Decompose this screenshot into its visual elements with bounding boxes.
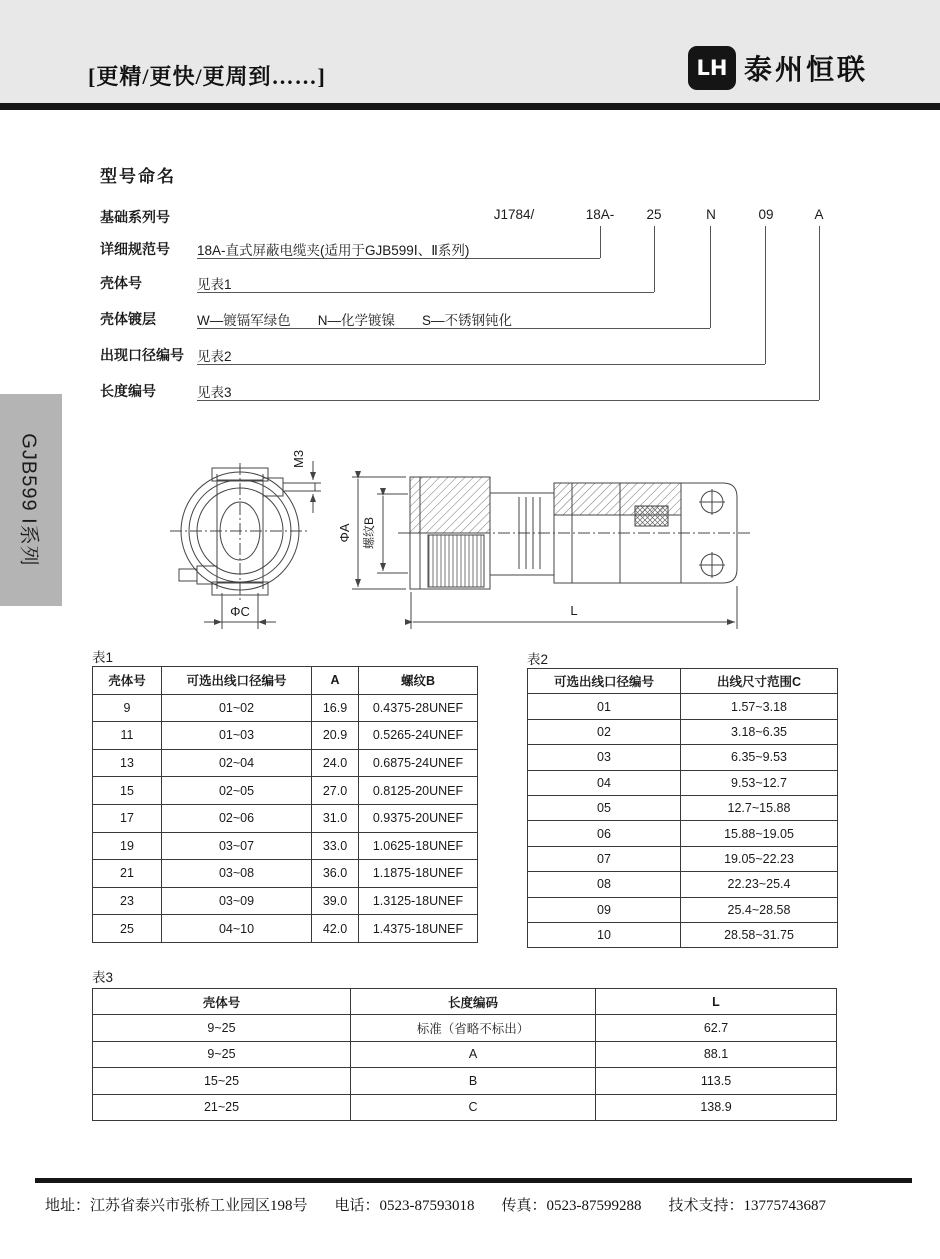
table-cell: 15.88~19.05 <box>681 821 838 846</box>
table-row <box>528 745 838 770</box>
table-cell: 04 <box>528 770 681 795</box>
connector-line <box>197 364 765 365</box>
connector-line <box>197 400 819 401</box>
table-row <box>528 922 838 947</box>
table-header-row <box>93 667 478 695</box>
naming-row-value: 见表2 <box>197 349 232 364</box>
table-cell: 15 <box>93 777 162 805</box>
table-cell: 9.53~12.7 <box>681 770 838 795</box>
table-cell: 03~09 <box>162 887 312 915</box>
naming-row-value: 见表3 <box>197 385 232 400</box>
connector-line <box>600 226 601 258</box>
table-cell: 1.57~3.18 <box>681 694 838 719</box>
table-cell: 6.35~9.53 <box>681 745 838 770</box>
table1-caption: 表1 <box>92 650 114 665</box>
table-cell: 02~04 <box>162 749 312 777</box>
table-cell: 0.4375-28UNEF <box>359 694 478 722</box>
connector-line <box>819 226 820 400</box>
dim-label-length: L <box>570 603 578 618</box>
naming-code: 09 <box>758 207 774 222</box>
table-row <box>93 1015 837 1041</box>
table-row <box>93 1041 837 1067</box>
table-cell: 16.9 <box>312 694 359 722</box>
series-label: GJB599 I系列 <box>17 433 40 567</box>
table-cell: 20.9 <box>312 722 359 750</box>
table-row <box>93 832 478 860</box>
table-row <box>93 804 478 832</box>
table-row <box>93 860 478 888</box>
connector-line <box>654 226 655 292</box>
table-cell: 42.0 <box>312 915 359 943</box>
table-row <box>528 694 838 719</box>
brand-name: 泰州恒联 <box>744 54 869 85</box>
table-cell: 28.58~31.75 <box>681 922 838 947</box>
table-cell: 02~05 <box>162 777 312 805</box>
table-cell: 19.05~22.23 <box>681 846 838 871</box>
table-cell: 9~25 <box>93 1041 351 1067</box>
table-cell: 62.7 <box>596 1015 837 1041</box>
table-cell: 03~08 <box>162 860 312 888</box>
table2-outlet-ranges <box>527 668 838 948</box>
table-cell: 0.9375-20UNEF <box>359 804 478 832</box>
column-header: 螺纹B <box>359 667 478 695</box>
table-row <box>93 722 478 750</box>
naming-row-label: 基础系列号 <box>100 209 170 225</box>
table-cell: 13 <box>93 749 162 777</box>
table-row <box>93 1068 837 1094</box>
column-header: 壳体号 <box>93 989 351 1015</box>
table-header-row <box>93 989 837 1015</box>
table-cell: 12.7~15.88 <box>681 795 838 820</box>
footer <box>45 1194 925 1215</box>
dim-label-phi-a: ΦA <box>337 523 352 543</box>
table-cell: 06 <box>528 821 681 846</box>
table-cell: 0.8125-20UNEF <box>359 777 478 805</box>
naming-row-label: 长度编号 <box>100 383 156 399</box>
table-cell: 138.9 <box>596 1094 837 1120</box>
naming-row-label: 详细规范号 <box>100 241 170 257</box>
footer-divider-bar <box>35 1178 912 1183</box>
table-cell: 21~25 <box>93 1094 351 1120</box>
table-row <box>528 897 838 922</box>
table-cell: 1.1875-18UNEF <box>359 860 478 888</box>
table-cell: 02~06 <box>162 804 312 832</box>
column-header: 可选出线口径编号 <box>162 667 312 695</box>
lh-logo-icon <box>688 46 736 90</box>
footer-phone: 电话：0523-87593018 <box>334 1198 475 1214</box>
company-slogan: [更精/更快/更周到……] <box>88 64 326 89</box>
table-row <box>93 694 478 722</box>
table-row <box>528 795 838 820</box>
table-cell: 09 <box>528 897 681 922</box>
column-header: 出线尺寸范围C <box>681 669 838 694</box>
column-header: 壳体号 <box>93 667 162 695</box>
table-cell: C <box>351 1094 596 1120</box>
table3-caption: 表3 <box>92 970 114 985</box>
series-tab <box>0 394 62 606</box>
footer-fax: 传真：0523-87599288 <box>501 1198 642 1214</box>
table-row <box>93 887 478 915</box>
naming-code: 25 <box>646 207 662 222</box>
table-cell: 标准（省略不标出） <box>351 1015 596 1041</box>
page-title: 型号命名 <box>100 167 176 186</box>
naming-row-label: 壳体号 <box>100 275 142 291</box>
table-cell: 3.18~6.35 <box>681 719 838 744</box>
table-cell: 11 <box>93 722 162 750</box>
table-row <box>528 770 838 795</box>
connector-line <box>197 292 654 293</box>
table-cell: 08 <box>528 872 681 897</box>
table-cell: 0.6875-24UNEF <box>359 749 478 777</box>
table-cell: A <box>351 1041 596 1067</box>
table-row <box>528 872 838 897</box>
technical-drawing <box>150 445 770 635</box>
table-cell: 25 <box>93 915 162 943</box>
logo-mark-text: LH <box>696 56 728 80</box>
naming-row-label: 出现口径编号 <box>100 347 184 363</box>
table-row <box>93 915 478 943</box>
table-cell: 10 <box>528 922 681 947</box>
table-row <box>528 846 838 871</box>
table-cell: 19 <box>93 832 162 860</box>
header-band <box>0 0 940 103</box>
table-cell: 15~25 <box>93 1068 351 1094</box>
naming-row-value: W—镀镉军绿色 N—化学镀镍 S—不锈钢钝化 <box>197 313 512 328</box>
footer-address: 地址：江苏省泰兴市张桥工业园区198号 <box>45 1198 308 1214</box>
table-cell: 24.0 <box>312 749 359 777</box>
column-header: 可选出线口径编号 <box>528 669 681 694</box>
table-cell: 1.0625-18UNEF <box>359 832 478 860</box>
table-cell: 01 <box>528 694 681 719</box>
table-row <box>93 777 478 805</box>
table-cell: 31.0 <box>312 804 359 832</box>
dim-label-m3: M3 <box>291 449 306 468</box>
company-logo <box>688 46 868 90</box>
table1-shell-sizes <box>92 666 478 943</box>
table-cell: 88.1 <box>596 1041 837 1067</box>
table3-length-codes <box>92 988 837 1121</box>
table-cell: 02 <box>528 719 681 744</box>
dim-label-phi-c: ΦC <box>230 604 250 619</box>
naming-code: A <box>814 207 824 222</box>
naming-row-value: 见表1 <box>197 277 232 292</box>
table-cell: 113.5 <box>596 1068 837 1094</box>
column-header: A <box>312 667 359 695</box>
connector-line <box>765 226 766 364</box>
connector-line <box>197 258 600 259</box>
table-cell: 03~07 <box>162 832 312 860</box>
table-cell: 23 <box>93 887 162 915</box>
table-row <box>93 1094 837 1120</box>
connector-line <box>197 328 710 329</box>
table-cell: 01~02 <box>162 694 312 722</box>
column-header: L <box>596 989 837 1015</box>
footer-support: 技术支持：13775743687 <box>668 1198 827 1214</box>
table-cell: 36.0 <box>312 860 359 888</box>
table-cell: 39.0 <box>312 887 359 915</box>
table-row <box>93 749 478 777</box>
table-cell: 22.23~25.4 <box>681 872 838 897</box>
table-cell: 33.0 <box>312 832 359 860</box>
table-cell: 9~25 <box>93 1015 351 1041</box>
connector-line <box>710 226 711 328</box>
table-row <box>528 821 838 846</box>
table-cell: 17 <box>93 804 162 832</box>
table2-caption: 表2 <box>527 652 549 667</box>
side-view <box>352 477 752 629</box>
column-header: 长度编码 <box>351 989 596 1015</box>
table-cell: 9 <box>93 694 162 722</box>
naming-code: N <box>706 207 716 222</box>
table-cell: 1.4375-18UNEF <box>359 915 478 943</box>
table-header-row <box>528 669 838 694</box>
table-cell: 07 <box>528 846 681 871</box>
header-divider-bar <box>0 103 940 110</box>
naming-row-label: 壳体镀层 <box>100 311 156 327</box>
table-cell: 1.3125-18UNEF <box>359 887 478 915</box>
table-cell: 01~03 <box>162 722 312 750</box>
table-cell: 0.5265-24UNEF <box>359 722 478 750</box>
drawing-labels <box>230 450 578 619</box>
table-row <box>528 719 838 744</box>
dim-label-thread-b: 螺纹B <box>362 516 376 550</box>
table-cell: 21 <box>93 860 162 888</box>
naming-code: J1784/ <box>493 207 535 222</box>
table-cell: B <box>351 1068 596 1094</box>
naming-row-value: 18A-直式屏蔽电缆夹(适用于GJB599Ⅰ、Ⅱ系列) <box>197 243 470 258</box>
table-cell: 27.0 <box>312 777 359 805</box>
table-cell: 05 <box>528 795 681 820</box>
table-cell: 04~10 <box>162 915 312 943</box>
table-cell: 25.4~28.58 <box>681 897 838 922</box>
table-cell: 03 <box>528 745 681 770</box>
naming-code: 18A- <box>585 207 615 222</box>
